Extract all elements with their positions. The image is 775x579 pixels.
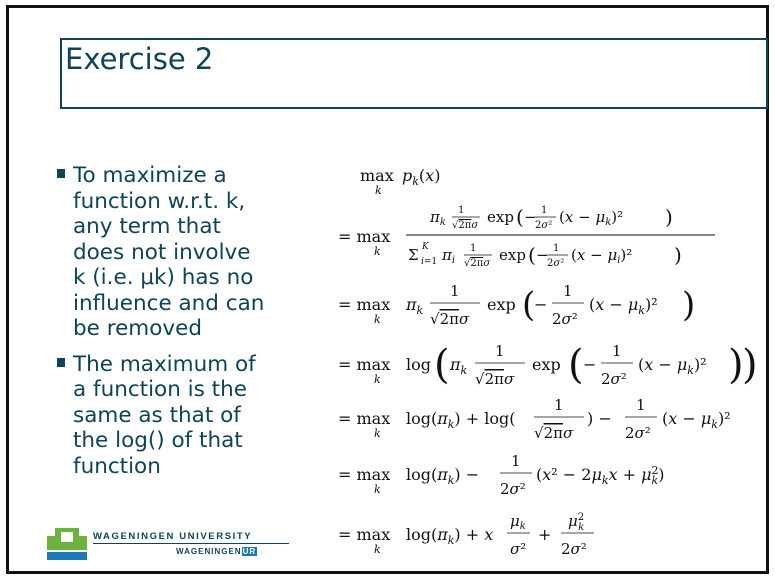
svg-text:2σ²: 2σ²	[535, 220, 553, 231]
svg-text:= max: = max	[338, 465, 391, 484]
svg-text:k: k	[374, 245, 381, 258]
svg-text:exp: exp	[499, 246, 526, 264]
svg-text:): )	[682, 285, 696, 325]
bullet-2-line-5: function	[73, 453, 161, 479]
bullet-2-line-2: a function is the	[73, 377, 247, 402]
bullet-1-line-6: influence and can	[73, 290, 265, 316]
svg-text:−: −	[534, 295, 548, 314]
svg-text:) −: ) −	[587, 409, 612, 428]
logo-wageningen-text: WAGENINGEN	[176, 547, 242, 556]
svg-text:(: (	[522, 285, 536, 325]
svg-text:−: −	[583, 355, 597, 374]
svg-text:(x − μi)²: $(x - \mu_i)^2$	[571, 246, 633, 266]
svg-text:(x − μk)²: $(x - \mu_k)^2$	[638, 355, 707, 377]
title-box	[60, 38, 768, 109]
svg-text:): )	[742, 342, 758, 388]
svg-text:k: k	[375, 184, 382, 197]
svg-text:σ²: σ²	[510, 540, 527, 558]
bullet-2	[57, 352, 297, 480]
bullet-square-icon	[57, 358, 65, 367]
svg-text:= max: = max	[338, 295, 391, 314]
svg-text:μ2k: $\mu^2$ k	[568, 512, 585, 533]
svg-text:√2πσ: √2πσ	[452, 220, 479, 231]
bullet-1-line-3: any term that	[73, 214, 221, 239]
svg-text:log(πk) −: $\log(\pi_k)$ −	[406, 465, 480, 487]
svg-text:log(πk) + log(: $\log(\pi_k) + \log$(	[406, 409, 516, 431]
svg-text:k: k	[374, 373, 381, 386]
svg-text:(x − μk)²: $(x - \mu_k)^2$	[589, 295, 658, 317]
svg-text:(: (	[434, 342, 450, 388]
bullet-2-line-4: the log() of that	[73, 428, 243, 453]
svg-text:): )	[728, 342, 744, 388]
svg-text:i=1: i=1	[421, 257, 438, 267]
bullet-1-line-7: be removed	[73, 316, 202, 341]
svg-text:1: 1	[553, 243, 560, 254]
logo-ur-badge: UR	[242, 547, 257, 556]
bullet-1	[57, 163, 297, 342]
bullet-1-line-2: function w.r.t. k,	[73, 188, 246, 214]
svg-text:1: 1	[541, 205, 548, 216]
svg-text:√2πσ: √2πσ	[464, 258, 491, 269]
svg-text:√2πσ: √2πσ	[534, 424, 574, 442]
svg-text:1: 1	[563, 282, 573, 300]
svg-text:(x − μk)²: $(x - \mu_k)^2$	[559, 208, 624, 228]
bullet-square-icon	[57, 169, 65, 178]
svg-text:= max: = max	[338, 227, 391, 246]
svg-text:−: −	[524, 208, 537, 226]
bullet-1-line-4: does not involve	[73, 239, 251, 265]
svg-text:1: 1	[511, 452, 521, 470]
svg-text:= max: = max	[338, 525, 391, 544]
equation-block	[330, 150, 770, 560]
equation-line-5	[338, 452, 664, 498]
svg-text:exp: exp	[487, 208, 514, 226]
svg-text:2σ²: 2σ²	[625, 424, 651, 442]
svg-text:1: 1	[495, 342, 505, 360]
svg-text:(: (	[568, 342, 584, 388]
svg-text:log: log	[406, 355, 431, 374]
svg-text:(: (	[516, 205, 524, 229]
svg-text:(: (	[528, 243, 536, 267]
svg-text:√2πσ: √2πσ	[430, 310, 470, 328]
svg-text:πk: $\pi_k$	[430, 208, 446, 228]
svg-text:pk(x): $p_k(x)$	[402, 166, 441, 188]
svg-text:−: −	[536, 246, 549, 264]
equation-line-0	[360, 166, 440, 197]
svg-text:πi: $\pi_i$	[442, 246, 456, 266]
bullet-1-line-5: k (i.e. μk) has no	[73, 265, 254, 290]
logo-divider	[93, 543, 289, 544]
svg-text:): )	[674, 243, 682, 267]
svg-text:1: 1	[450, 282, 460, 300]
svg-text:2σ²: 2σ²	[552, 310, 578, 328]
logo-wageningen-ur	[176, 547, 257, 556]
svg-text:2σ²: 2σ²	[547, 258, 565, 269]
svg-text:k: k	[374, 543, 381, 556]
svg-text:πk: $\pi_k$	[406, 295, 424, 317]
svg-text:2σ²: 2σ²	[500, 480, 526, 498]
svg-text:+: +	[538, 525, 552, 544]
equation-line-4	[338, 396, 731, 442]
svg-text:1: 1	[636, 396, 646, 414]
equation-line-1	[338, 205, 715, 269]
svg-text:= max: = max	[338, 409, 391, 428]
svg-text:2σ²: 2σ²	[561, 540, 587, 558]
svg-text:1: 1	[554, 396, 564, 414]
svg-text:K: K	[422, 242, 429, 252]
svg-text:Σ: Σ	[408, 246, 419, 264]
svg-text:= max: = max	[338, 355, 391, 374]
logo-university-name: WAGENINGEN UNIVERSITY	[93, 531, 253, 542]
svg-text:1: 1	[612, 342, 622, 360]
svg-text:1: 1	[470, 243, 477, 254]
bullet-2-line-3: same as that of	[73, 402, 241, 428]
svg-text:k: k	[374, 483, 381, 496]
svg-text:(x − μk)²: $(x - \mu_k)^2$	[662, 409, 731, 431]
slide-title: Exercise 2	[65, 42, 214, 76]
svg-text:): )	[665, 205, 673, 229]
svg-text:k: k	[374, 313, 381, 326]
svg-text:1: 1	[458, 205, 465, 216]
wageningen-logo-icon	[47, 528, 87, 560]
equation-line-2	[338, 282, 695, 328]
svg-text:max: max	[360, 166, 394, 185]
svg-text:πk: $\pi_k$	[450, 355, 468, 377]
svg-text:log(πk) + x: $\log(\pi_k) + x$	[406, 525, 494, 547]
bullet-list	[57, 163, 297, 479]
svg-text:exp: exp	[532, 355, 561, 374]
bullet-2-line-1: The maximum of	[73, 351, 256, 377]
svg-text:k: k	[374, 427, 381, 440]
svg-text:exp: exp	[487, 295, 516, 314]
svg-text:√2πσ: √2πσ	[475, 370, 515, 388]
equation-line-3	[338, 342, 758, 388]
svg-text:2σ²: 2σ²	[601, 370, 627, 388]
svg-text:μk: $\mu_k$	[510, 512, 526, 532]
equation-line-6	[338, 512, 594, 558]
svg-text:(x² − 2μkx + μ2k): ($x^2 - 2\mu_kx + \mu^2$ k)	[536, 464, 665, 487]
bullet-1-line-1: To maximize a	[73, 163, 227, 188]
